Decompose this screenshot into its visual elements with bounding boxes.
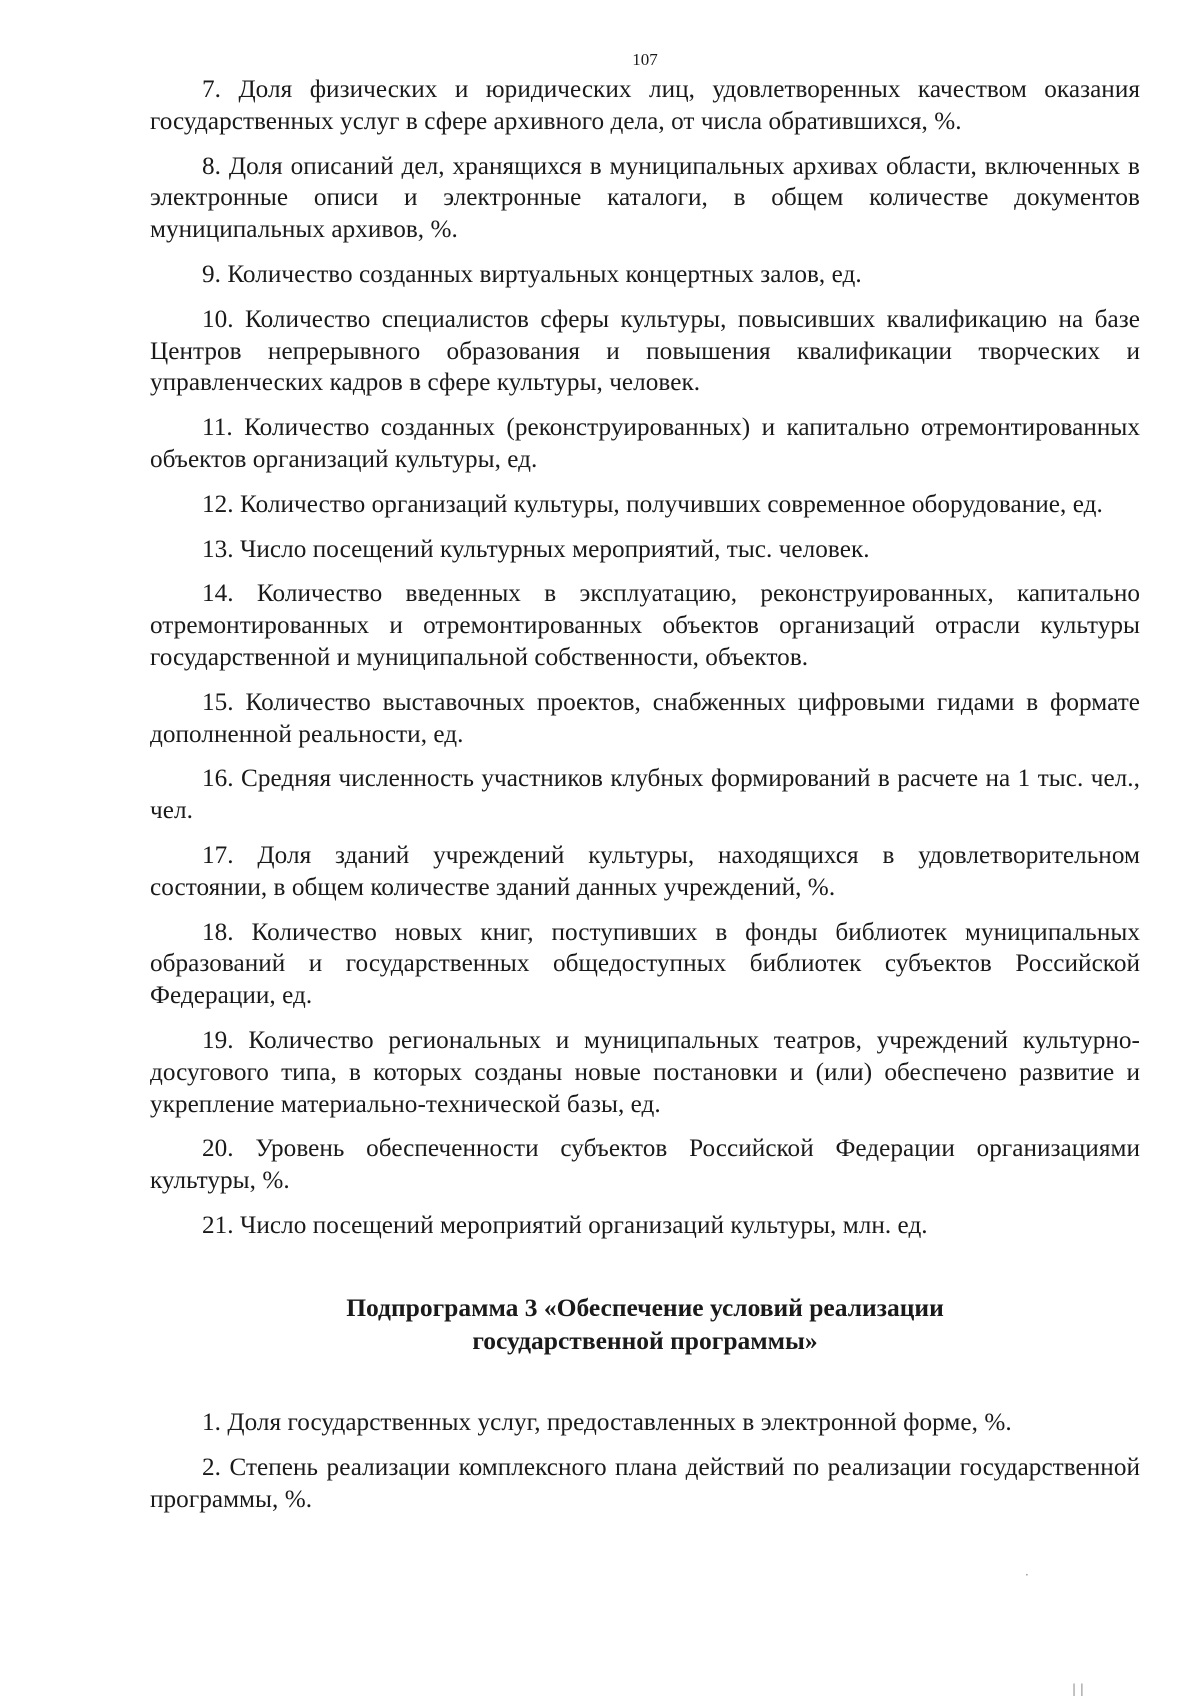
indicator-item-14: 14. Количество введенных в эксплуатацию, реконструированных, капитально отремонтированных и отремонтированных объектов организаций отрасли культуры государственной и муниципальной собственности, объектов. [150,580,1140,671]
indicator-item-10: 10. Количество специалистов сферы культуры, повысивших квалификацию на базе Центров непрерывного образования и повышения квалификации творческих и управленческих кадров в сфере культуры, человек. [150,305,1140,397]
indicator-item-20: 20. Уровень обеспеченности субъектов Российской Федерации организациями культуры, %. [150,1135,1140,1195]
scan-artifact-ticks: | | [1072,1682,1084,1696]
indicator-item-9: 9. Количество созданных виртуальных концертных залов, ед. [202,260,862,288]
subprogram-indicator-list [150,1407,1140,1528]
indicator-item-8: 8. Доля описаний дел, хранящихся в муниципальных архивах области, включенных в электронные описи и электронные каталоги, в общем количестве документов муниципальных архивов, %. [150,152,1140,244]
indicator-item-17: 17. Доля зданий учреждений культуры, находящихся в удовлетворительном состоянии, в общем количестве зданий данных учреждений, %. [150,841,1140,901]
indicator-item-13: 13. Число посещений культурных мероприятий, тыс. человек. [202,535,870,563]
indicator-item-12: 12. Количество организаций культуры, получивших современное оборудование, ед. [202,490,1103,518]
indicator-list [150,74,1140,1255]
indicator-item-18: 18. Количество новых книг, поступивших в фонды библиотек муниципальных образований и государственных общедоступных библиотек субъектов Российской Федерации, ед. [150,918,1140,1010]
subprogram-title-line-2: государственной программы» [472,1326,818,1355]
indicator-item-16: 16. Средняя численность участников клубных формирований в расчете на 1 тыс. чел., чел. [150,765,1140,825]
page-number: 107 [632,50,658,69]
indicator-item-7: 7. Доля физических и юридических лиц, удовлетворенных качеством оказания государственных услуг в сфере архивного дела, от числа обратившихся, %. [150,76,1140,135]
indicator-item-19: 19. Количество региональных и муниципальных театров, учреждений культурно-досугового типа, в которых созданы новые постановки и (или) обеспечено развитие и укрепление материально-технической базы, ед. [150,1026,1140,1118]
subprogram-indicator-item-2: 2. Степень реализации комплексного плана действий по реализации государственной программы, %. [150,1453,1140,1513]
subprogram-title-line-1: Подпрограмма 3 «Обеспечение условий реализации [346,1293,944,1322]
subprogram-title [150,1291,1140,1357]
scan-artifact-dot: · [1025,1568,1029,1582]
document-page [150,0,1140,1697]
indicator-item-11: 11. Количество созданных (реконструированных) и капитально отремонтированных объектов организаций культуры, ед. [150,414,1140,473]
subprogram-indicator-item-1: 1. Доля государственных услуг, предоставленных в электронной форме, %. [202,1409,1012,1436]
indicator-item-21: 21. Число посещений мероприятий организаций культуры, млн. ед. [202,1211,928,1239]
indicator-item-15: 15. Количество выставочных проектов, снабженных цифровыми гидами в формате дополненной реальности, ед. [150,688,1140,748]
